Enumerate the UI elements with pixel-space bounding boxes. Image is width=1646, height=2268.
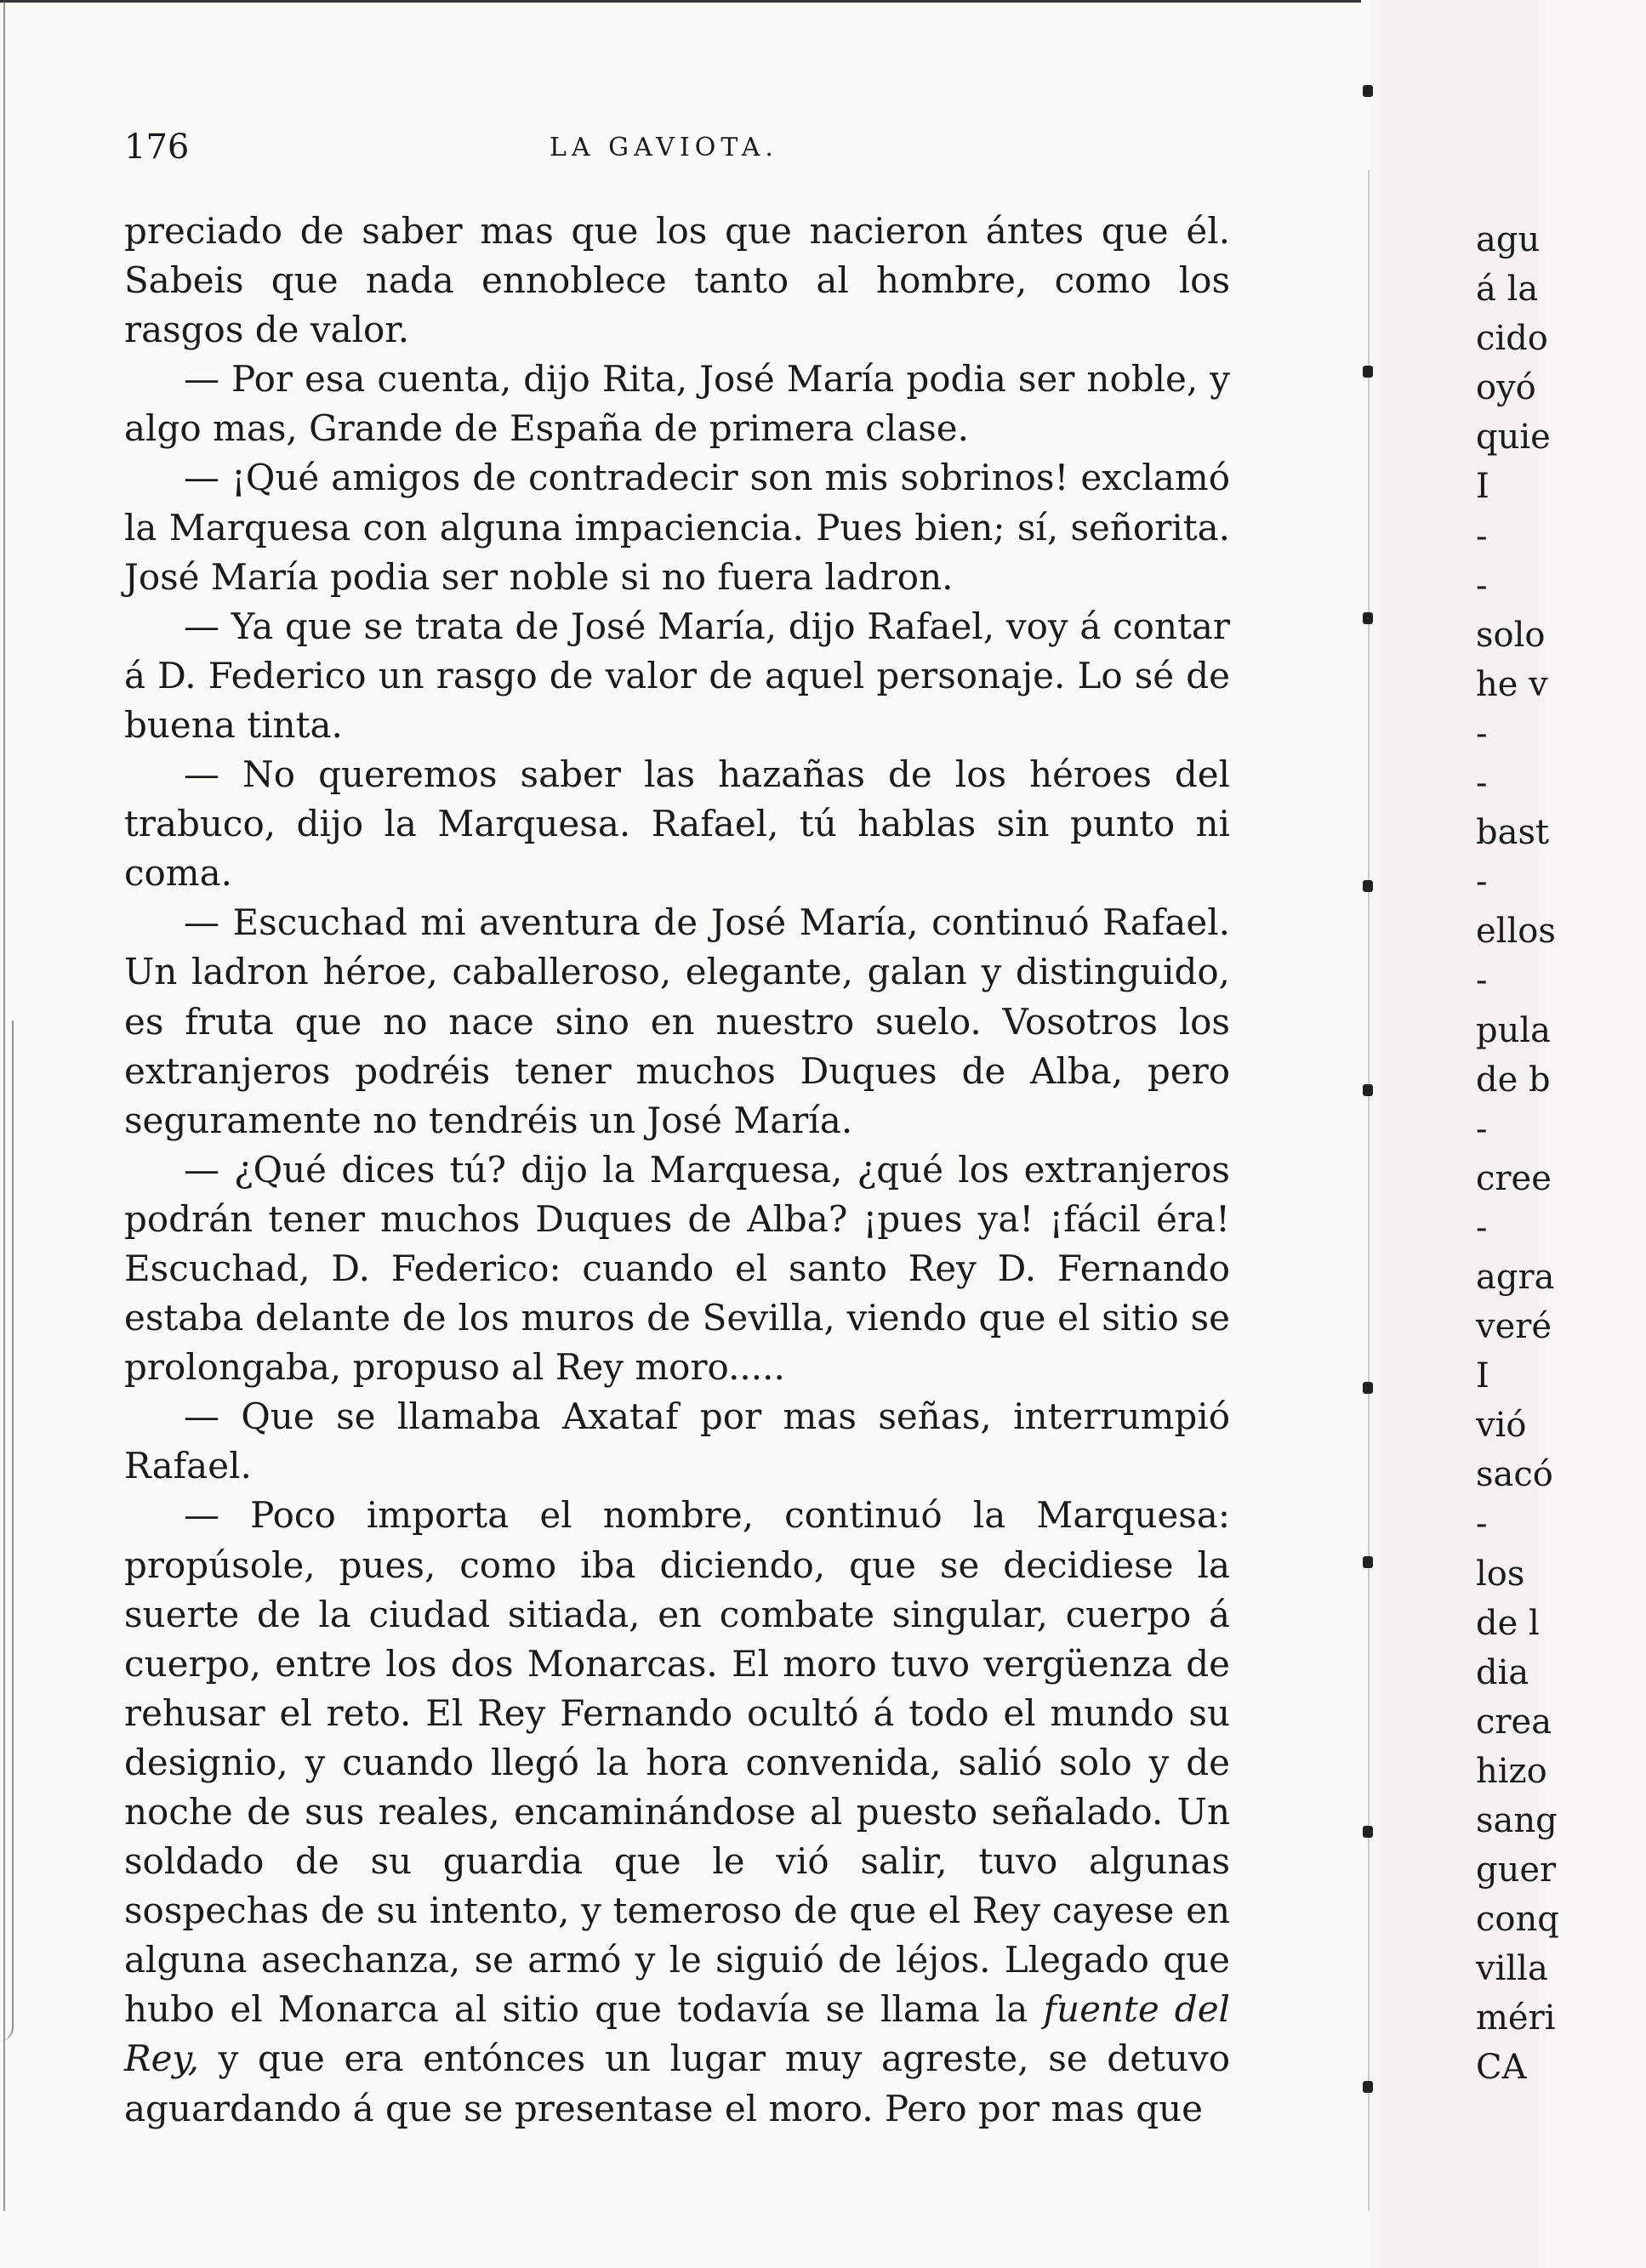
paragraph: — ¡Qué amigos de contradecir son mis sobrinos! exclamó la Marquesa con alguna impaciencia. Pues bien; sí, señorita. José María podia ser noble si no fuera ladron.	[124, 457, 1230, 598]
binding-mark	[1363, 366, 1373, 378]
facing-line-fragment: hizo	[1476, 1751, 1547, 1791]
gutter-line	[1368, 170, 1370, 2211]
binding-mark	[1363, 85, 1373, 97]
paragraph: preciado de saber mas que los que nacieron ántes que él. Sabeis que nada ennoblece tanto al hombre, como los rasgos de valor.	[124, 210, 1230, 351]
facing-line-fragment: -	[1476, 764, 1488, 804]
facing-page-text	[1476, 215, 1646, 2093]
facing-line-fragment: conq	[1476, 1900, 1559, 1940]
italic-place-name: fuente del Rey,	[124, 1988, 1230, 2080]
facing-line-fragment: agu	[1476, 220, 1541, 259]
paragraph: — Ya que se trata de José María, dijo Rafael, voy á contar á D. Federico un rasgo de valor de aquel personaje. Lo sé de buena tinta.	[124, 605, 1230, 746]
page-header	[124, 119, 1230, 170]
facing-line-fragment: sang	[1476, 1801, 1558, 1840]
binding-mark	[1363, 1382, 1373, 1394]
facing-line-fragment: -	[1476, 516, 1488, 556]
facing-line-fragment: veré	[1476, 1307, 1552, 1347]
paragraph-last	[124, 1491, 1230, 2133]
page-number: 176	[124, 128, 190, 167]
facing-line-fragment: I	[1476, 1356, 1489, 1396]
binding-mark	[1363, 880, 1373, 892]
facing-line-fragment: ellos	[1476, 912, 1556, 952]
paragraph: — Por esa cuenta, dijo Rita, José María podia ser noble, y algo mas, Grande de España de primera clase.	[124, 358, 1230, 450]
facing-line-fragment: CA	[1476, 2048, 1527, 2088]
facing-line-fragment: -	[1476, 961, 1488, 1001]
facing-line-fragment: cido	[1476, 319, 1548, 359]
facing-line-fragment: agra	[1476, 1257, 1555, 1297]
facing-line-fragment: oyó	[1476, 368, 1536, 408]
binding-mark	[1363, 612, 1373, 624]
facing-line-fragment: de b	[1476, 1060, 1551, 1100]
paragraph-text: — Poco importa el nombre, continuó la Marquesa: propúsole, pues, como iba diciendo, que se decidiese la suerte de la ciudad sitiada, en combate singular, cuerpo á cuerpo, entre los dos Monarcas. El moro tuvo vergüenza de rehusar el reto. El Rey Fernando ocultó á todo el mundo su designio, y cuando llegó la hora convenida, salió solo y de noche de sus reales, encaminándose al puesto señalado. Un soldado de su guardia que le vió salir, tuvo algunas sospechas de su intento, y temeroso de que el Rey cayese en alguna asechanza, se armó y le siguió de léjos. Llegado que hubo el Monarca al sitio que todavía se llama la	[124, 1494, 1230, 2031]
body-text	[124, 207, 1230, 2134]
facing-line-fragment: cree	[1476, 1158, 1552, 1198]
facing-line-fragment: I	[1476, 467, 1489, 507]
facing-line-fragment: quie	[1476, 418, 1551, 458]
running-title: LA GAVIOTA.	[550, 133, 778, 162]
facing-line-fragment: -	[1476, 1504, 1488, 1544]
facing-line-fragment: -	[1476, 566, 1488, 605]
paragraph: — Escuchad mi aventura de José María, continuó Rafael. Un ladron héroe, caballeroso, elegante, galan y distinguido, es fruta que no nace sino en nuestro suelo. Vosotros los extranjeros podréis tener muchos Duques de Alba, pero seguramente no tendréis un José María.	[124, 901, 1230, 1141]
facing-line-fragment: he v	[1476, 664, 1548, 704]
facing-line-fragment: vió	[1476, 1406, 1527, 1446]
binding-mark	[1363, 1084, 1373, 1096]
facing-line-fragment: villa	[1476, 1949, 1548, 1989]
facing-line-fragment: pula	[1476, 1010, 1552, 1050]
facing-line-fragment: -	[1476, 862, 1488, 902]
top-rule	[0, 0, 1361, 3]
facing-line-fragment: crea	[1476, 1702, 1552, 1742]
facing-line-fragment: los	[1476, 1554, 1525, 1594]
facing-line-fragment: á la	[1476, 270, 1539, 310]
facing-line-fragment: dia	[1476, 1652, 1529, 1692]
binding-mark	[1363, 1826, 1373, 1838]
facing-line-fragment: -	[1476, 1208, 1488, 1248]
paragraph: — ¿Qué dices tú? dijo la Marquesa, ¿qué los extranjeros podrán tener muchos Duques de Alba? ¡pues ya! ¡fácil éra! Escuchad, D. Federico: cuando el santo Rey D. Fernando estaba delante de los muros de Sevilla, viendo que el sitio se prolongaba, propuso al Rey moro.....	[124, 1148, 1230, 1389]
facing-line-fragment: guer	[1476, 1850, 1557, 1890]
page-edge-curve	[0, 1020, 14, 2041]
paragraph: — No queremos saber las hazañas de los héroes del trabuco, dijo la Marquesa. Rafael, tú hablas sin punto ni coma.	[124, 753, 1230, 895]
facing-line-fragment: de l	[1476, 1603, 1540, 1643]
facing-line-fragment: bast	[1476, 813, 1550, 853]
facing-line-fragment: sacó	[1476, 1455, 1553, 1495]
facing-page	[1378, 0, 1559, 2268]
binding-mark	[1363, 1556, 1373, 1568]
paragraph: — Que se llamaba Axataf por mas señas, interrumpió Rafael.	[124, 1395, 1230, 1487]
facing-line-fragment: -	[1476, 713, 1488, 753]
paragraph-tail: y que era entónces un lugar muy agreste, se detuvo aguardando á que se presentase el moro. Pero por mas que	[124, 2038, 1230, 2129]
facing-line-fragment: méri	[1476, 1998, 1556, 2038]
facing-line-fragment: solo	[1476, 615, 1546, 655]
facing-line-fragment: -	[1476, 1109, 1488, 1149]
binding-mark	[1363, 2081, 1373, 2093]
